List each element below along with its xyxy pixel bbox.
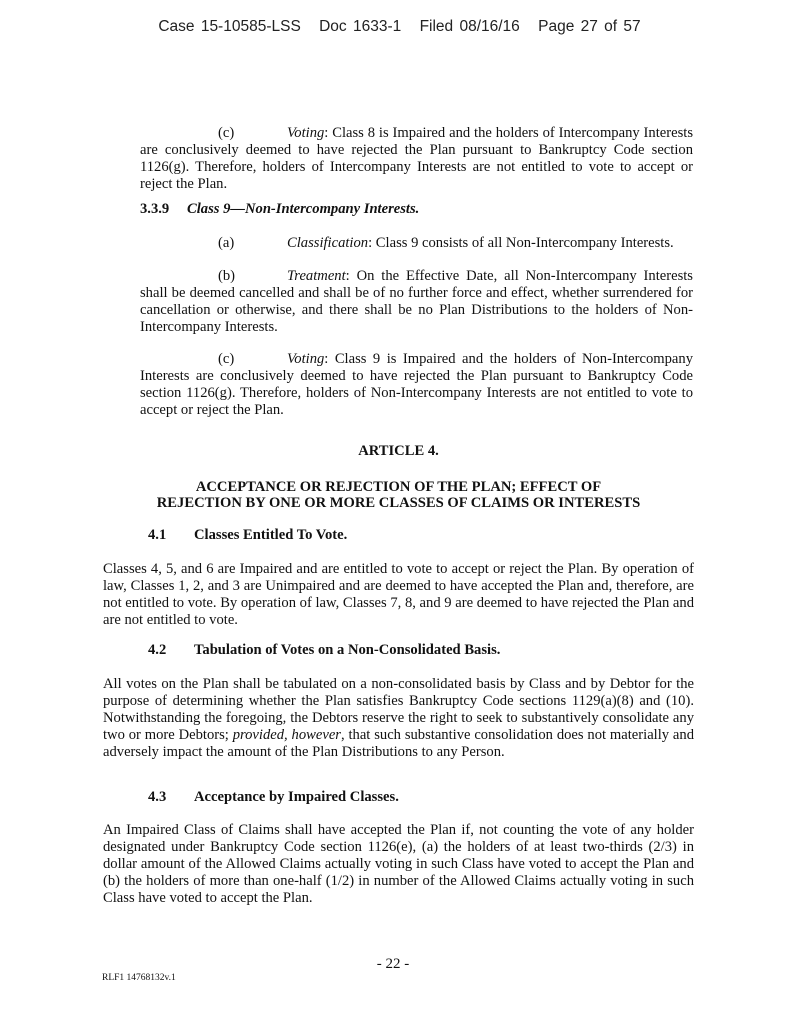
text: : Class 8 is Impaired and the holders of Intercompany Interests are conclusively deemed to have rejected the Plan pursuant to Bankruptcy Code section 1126(g). Therefore, holders of Intercompany Interests are not entitled to vote to accept or reject the Plan. xyxy=(140,125,693,192)
section-4-3 xyxy=(148,789,399,806)
section-4-3-para: An Impaired Class of Claims shall have accepted the Plan if, not counting the vote of any holder designated under Bankruptcy Code section 1126(e), (a) the holders of at least two-thirds (2/3) in dollar amount of the Allowed Claims actually voting in such Class have voted to accept the Plan and (b) the holders of more than one-half (1/2) in number of the Allowed Claims actually voting in such Class have voted to accept the Plan. xyxy=(103,822,694,906)
page-of: Page 27 of 57 xyxy=(538,18,641,35)
case-header xyxy=(0,18,799,35)
text: : On the Effective Date, all Non-Intercompany Interests shall be deemed cancelled and shall be of no further force and effect, whether surrendered for cancellation or otherwise, and there shall be no Plan Distributions to the holders of Non-Intercompany Interests. xyxy=(140,268,693,335)
class8-voting-para xyxy=(140,125,693,193)
label: (a) xyxy=(218,235,235,251)
section-4-2 xyxy=(148,642,500,659)
term: Voting xyxy=(287,125,325,141)
doc-number: Doc 1633-1 xyxy=(319,18,402,35)
section-number: 4.1 xyxy=(148,527,167,543)
section-title: Class 9—Non-Intercompany Interests. xyxy=(187,201,420,217)
section-title: Tabulation of Votes on a Non-Consolidated Basis. xyxy=(194,642,501,658)
text: All votes on the Plan shall be tabulated on a non-consolidated basis by Class and by Debtor for the purpose of determining whether the Plan satisfies Bankruptcy Code sections 1129(a)(8) and (10). Notwithstanding the foregoing, the Debtors reserve the right to seek to substantively consolidate any two or more Debtors; xyxy=(103,676,694,743)
section-3-3-9 xyxy=(140,201,419,218)
section-number: 3.3.9 xyxy=(140,201,170,217)
label: (c) xyxy=(218,125,235,141)
label: (b) xyxy=(218,268,236,284)
class9-voting-para xyxy=(140,351,693,419)
text: : Class 9 is Impaired and the holders of Non-Intercompany Interests are conclusively deemed to have rejected the Plan pursuant to Bankruptcy Code section 1126(g). Therefore, holders of Non-Intercompany Interests are not entitled to vote to accept or reject the Plan. xyxy=(140,351,693,418)
section-title: Classes Entitled To Vote. xyxy=(194,527,348,543)
section-number: 4.2 xyxy=(148,642,167,658)
document-id: RLF1 14768132v.1 xyxy=(102,973,176,983)
term: Classification xyxy=(287,235,369,251)
filed-date: Filed 08/16/16 xyxy=(419,18,520,35)
term: Voting xyxy=(287,351,325,367)
text: , that such substantive consolidation does not materially and adversely impact the amount of the Plan Distributions to any Person. xyxy=(103,727,694,760)
case-number: Case 15-10585-LSS xyxy=(158,18,301,35)
section-number: 4.3 xyxy=(148,789,167,805)
label: (c) xyxy=(218,351,235,367)
section-4-1-para: Classes 4, 5, and 6 are Impaired and are entitled to vote to accept or reject the Plan. By operation of law, Classes 1, 2, and 3 are Unimpaired and are deemed to have accepted the Plan and, therefore, are not entitled to vote. By operation of law, Classes 7, 8, and 9 are deemed to have rejected the Plan and are not entitled to vote. xyxy=(103,561,694,628)
term: Treatment xyxy=(287,268,346,284)
page-number: - 22 - xyxy=(376,956,410,972)
class9-classification-para xyxy=(140,235,693,252)
italic-text: provided, however xyxy=(232,727,341,743)
section-4-1 xyxy=(148,527,347,544)
article-title-line-2: REJECTION BY ONE OR MORE CLASSES OF CLAIMS OR INTERESTS xyxy=(156,495,641,511)
text: : Class 9 consists of all Non-Intercompany Interests. xyxy=(368,235,674,251)
section-title: Acceptance by Impaired Classes. xyxy=(194,789,399,805)
section-4-2-para xyxy=(103,676,694,761)
article-title-line-1: ACCEPTANCE OR REJECTION OF THE PLAN; EFFECT OF xyxy=(195,479,602,495)
article-heading: ARTICLE 4. xyxy=(358,443,439,459)
class9-treatment-para xyxy=(140,268,693,336)
